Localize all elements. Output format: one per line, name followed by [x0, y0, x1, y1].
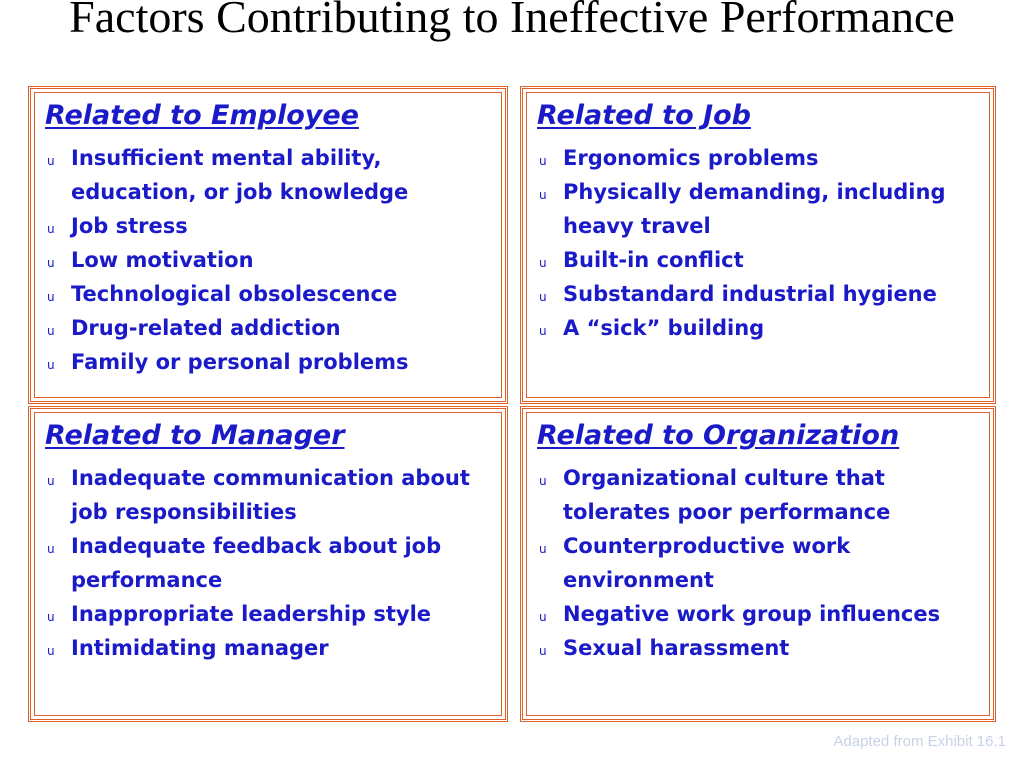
panel-heading: Related to Job — [537, 100, 751, 131]
panel-related-to-organization — [520, 406, 996, 722]
factor-text: Technological obsolescence — [71, 282, 398, 306]
bullet-icon: u — [539, 256, 547, 270]
panel-related-to-job — [520, 86, 996, 404]
factor-text: A “sick” building — [563, 316, 765, 340]
factor-text: Organizational culture that tolerates poor performance — [563, 466, 891, 524]
factor-item — [45, 529, 501, 597]
bullet-icon: u — [47, 290, 55, 304]
factor-item — [45, 209, 501, 243]
factor-text: Physically demanding, including heavy travel — [563, 180, 946, 238]
bullet-icon: u — [539, 644, 547, 658]
factor-item — [537, 175, 989, 243]
factor-text: Inadequate communication about job responsibilities — [71, 466, 470, 524]
factor-text: Negative work group influences — [563, 602, 941, 626]
factor-item — [45, 277, 501, 311]
bullet-icon: u — [539, 324, 547, 338]
factor-item — [45, 345, 501, 379]
bullet-icon: u — [47, 474, 55, 488]
factor-text: Built-in conflict — [563, 248, 744, 272]
bullet-icon: u — [47, 542, 55, 556]
factor-item — [45, 141, 501, 209]
factor-text: Drug-related addiction — [71, 316, 341, 340]
bullet-icon: u — [539, 542, 547, 556]
factor-text: Inadequate feedback about job performance — [71, 534, 442, 592]
bullet-icon: u — [539, 610, 547, 624]
source-footnote: Adapted from Exhibit 16.1 — [833, 733, 1006, 750]
bullet-icon: u — [47, 644, 55, 658]
factor-item — [45, 311, 501, 345]
bullet-icon: u — [539, 290, 547, 304]
bullet-icon: u — [47, 610, 55, 624]
factor-item — [45, 597, 501, 631]
factor-text: Insufficient mental ability, education, or job knowledge — [71, 146, 409, 204]
factor-list — [537, 461, 989, 665]
bullet-icon: u — [47, 222, 55, 236]
factor-item — [537, 461, 989, 529]
factor-item — [537, 597, 989, 631]
factor-item — [45, 631, 501, 665]
bullet-icon: u — [539, 154, 547, 168]
factor-item — [537, 311, 989, 345]
factor-item — [537, 243, 989, 277]
bullet-icon: u — [47, 324, 55, 338]
factor-item — [537, 141, 989, 175]
panel-heading: Related to Manager — [45, 420, 345, 451]
panel-heading: Related to Organization — [537, 420, 900, 451]
panel-related-to-employee — [28, 86, 508, 404]
factor-text: Low motivation — [71, 248, 254, 272]
factor-text: Intimidating manager — [71, 636, 329, 660]
bullet-icon: u — [539, 474, 547, 488]
factor-text: Sexual harassment — [563, 636, 790, 660]
factor-text: Inappropriate leadership style — [71, 602, 432, 626]
bullet-icon: u — [539, 188, 547, 202]
panel-heading: Related to Employee — [45, 100, 359, 131]
factor-item — [45, 243, 501, 277]
bullet-icon: u — [47, 256, 55, 270]
factor-text: Substandard industrial hygiene — [563, 282, 937, 306]
factor-item — [45, 461, 501, 529]
factor-text: Job stress — [71, 214, 188, 238]
factor-list — [45, 461, 501, 665]
bullet-icon: u — [47, 154, 55, 168]
factor-item — [537, 631, 989, 665]
factor-item — [537, 529, 989, 597]
factor-item — [537, 277, 989, 311]
factor-list — [45, 141, 501, 379]
bullet-icon: u — [47, 358, 55, 372]
panel-related-to-manager — [28, 406, 508, 722]
slide-title: Factors Contributing to Ineffective Performance — [69, 0, 955, 42]
factor-text: Family or personal problems — [71, 350, 409, 374]
factor-text: Counterproductive work environment — [563, 534, 851, 592]
factor-text: Ergonomics problems — [563, 146, 819, 170]
factor-list — [537, 141, 989, 345]
